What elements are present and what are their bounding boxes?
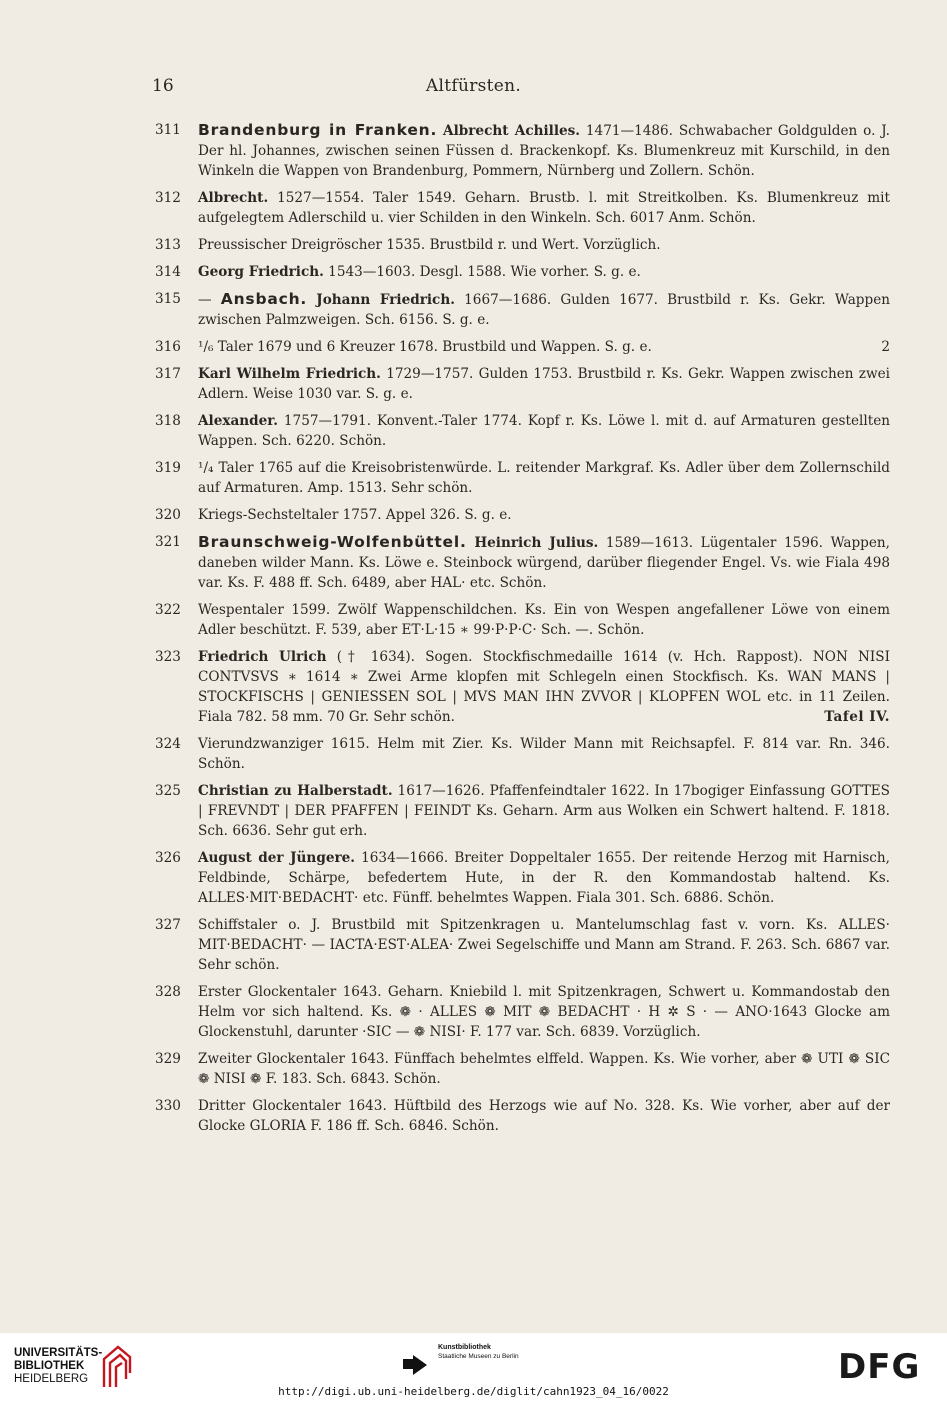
entry-number: 311 <box>155 122 181 138</box>
ruler-name: Christian zu Halberstadt. <box>198 783 393 799</box>
entry-lot-count: 2 <box>881 339 890 355</box>
entry-body <box>198 289 890 330</box>
entry-body <box>198 458 890 498</box>
entry-description: († 1634). Sogen. Stockfischmedaille 1614 (v. Hch. Rappost). NON NISI CONTVSVS ∗ 1614 ∗ Zwei Arme klopfen mit Schlegeln einen Stockfisch. Ks. WAN MANS | STOCKFISCHS | GENIESSEN SOL | MVS MAN IHN ZVVOR | KLOPFEN WOL etc. in 11 Zeilen. Fiala 782. 58 mm. 70 Gr. Sehr schön. <box>198 649 890 725</box>
entry-number: 317 <box>155 366 181 382</box>
catalog-entry <box>155 458 890 498</box>
entry-number: 330 <box>155 1098 181 1114</box>
page-title: Altfürsten. <box>425 76 522 96</box>
entry-number: 328 <box>155 984 181 1000</box>
entry-description: 1757—1791. Konvent.-Taler 1774. Kopf r. Ks. Löwe l. mit d. auf Armaturen gestellten Wappen. Sch. 6220. Schön. <box>198 413 890 449</box>
catalog-entry <box>155 337 890 357</box>
catalog-entry <box>155 188 890 228</box>
entry-body <box>198 647 890 727</box>
entry-number: 314 <box>155 264 181 280</box>
entry-body <box>198 734 890 774</box>
entry-number: 326 <box>155 850 181 866</box>
kunstbibliothek-text <box>438 1343 598 1361</box>
entry-body <box>198 781 890 841</box>
entry-number: 325 <box>155 783 181 799</box>
kunstbibliothek-logo-icon <box>401 1353 429 1377</box>
uni-line-1: UNIVERSITÄTS- <box>14 1347 103 1359</box>
catalog-entry <box>155 289 890 330</box>
catalog-entry <box>155 1049 890 1089</box>
ruler-name: August der Jüngere. <box>198 850 356 866</box>
entry-number: 313 <box>155 237 181 253</box>
entry-number: 318 <box>155 413 181 429</box>
entry-body <box>198 915 890 975</box>
dfg-logo: DFG <box>838 1347 921 1387</box>
entry-body <box>198 532 890 593</box>
ruler-name: Johann Friedrich. <box>316 292 455 308</box>
catalog-entry <box>155 848 890 908</box>
entry-description: 1667—1686. Gulden 1677. Brustbild r. Ks. Gekr. Wappen zwischen Palmzweigen. Sch. 6156. S. g. e. <box>198 292 890 328</box>
entry-description: Zweiter Glockentaler 1643. Fünffach behelmtes elffeld. Wappen. Ks. Wie vorher, aber ❁ UTI ❁ SIC ❁ NISI ❁ F. 183. Sch. 6843. Schön. <box>198 1051 890 1087</box>
ruler-name: Georg Friedrich. <box>198 264 324 280</box>
entry-description: Wespentaler 1599. Zwölf Wappenschildchen. Ks. Ein von Wespen angefallener Löwe von einem Adler beschützt. F. 539, aber ET·L·15 ∗ 99·P·P·C· Sch. —. Schön. <box>198 602 890 638</box>
entry-description: 1543—1603. Desgl. 1588. Wie vorher. S. g. e. <box>323 264 641 280</box>
catalog-entry <box>155 262 890 282</box>
entry-body <box>198 848 890 908</box>
entry-description: 1617—1626. Pfaffenfeindtaler 1622. In 17bogiger Einfassung GOTTES | FREVNDT | DER PFAFFEN | FEINDT Ks. Geharn. Arm aus Wolken ein Schwert haltend. F. 1818. Sch. 6636. Sehr gut erh. <box>198 783 890 839</box>
catalog-entry <box>155 364 890 404</box>
entry-body <box>198 600 890 640</box>
entry-number: 324 <box>155 736 181 752</box>
catalog-entry <box>155 915 890 975</box>
plate-reference: Tafel IV. <box>824 709 890 725</box>
ruler-name: Heinrich Julius. <box>474 535 599 551</box>
entry-body <box>198 982 890 1042</box>
entry-body <box>198 188 890 228</box>
entry-description: Kriegs-Sechsteltaler 1757. Appel 326. S. g. e. <box>198 507 512 523</box>
catalog-entry <box>155 647 890 727</box>
university-library-label <box>14 1347 102 1386</box>
kb-line-1: Kunstbibliothek <box>438 1344 491 1351</box>
entry-description: Preussischer Dreigröscher 1535. Brustbild r. und Wert. Vorzüglich. <box>198 237 661 253</box>
entry-body <box>198 337 890 357</box>
entry-description: Dritter Glockentaler 1643. Hüftbild des Herzogs wie auf No. 328. Ks. Wie vorher, aber auf der Glocke GLORIA F. 186 ff. Sch. 6846. Schön. <box>198 1098 890 1134</box>
entry-description: 1729—1757. Gulden 1753. Brustbild r. Ks. Gekr. Wappen zwischen zwei Adlern. Weise 1030 var. S. g. e. <box>198 366 890 402</box>
page-header <box>0 76 947 100</box>
university-logo-icon <box>98 1343 132 1389</box>
entry-description: 1471—1486. Schwabacher Goldgulden o. J. Der hl. Johannes, zwischen seinen Füssen d. Brackenkopf. Ks. Blumenkreuz mit Kurschild, in den Winkeln die Wappen von Brandenburg, Pommern, Nürnberg und Zollern. Schön. <box>198 123 890 179</box>
source-url-link[interactable]: http://digi.ub.uni-heidelberg.de/diglit/cahn1923_04_16/0022 <box>278 1385 669 1398</box>
catalog-entry <box>155 781 890 841</box>
page-number: 16 <box>152 76 174 96</box>
catalog-entry <box>155 1096 890 1136</box>
entry-number: 327 <box>155 917 181 933</box>
entry-body <box>198 505 890 525</box>
entry-description: 1527—1554. Taler 1549. Geharn. Brustb. l. mit Streitkolben. Ks. Blumenkreuz mit aufgelegtem Adlerschild u. vier Schilden in den Winkeln. Sch. 6017 Anm. Schön. <box>198 190 890 226</box>
entry-body <box>198 120 890 181</box>
uni-line-2: BIBLIOTHEK <box>14 1360 85 1372</box>
section-heading: Ansbach. <box>220 290 308 308</box>
catalog-entry <box>155 505 890 525</box>
entry-number: 320 <box>155 507 181 523</box>
catalog-entry <box>155 532 890 593</box>
footer-bar <box>0 1333 947 1403</box>
catalog-entry <box>155 120 890 181</box>
entry-description: ¹/₄ Taler 1765 auf die Kreisobristenwürde. L. reitender Markgraf. Ks. Adler über dem Zollernschild auf Armaturen. Amp. 1513. Sehr schön. <box>198 460 890 496</box>
entry-description: Vierundzwanziger 1615. Helm mit Zier. Ks. Wilder Mann mit Reichsapfel. F. 814 var. Rn. 346. Schön. <box>198 736 890 772</box>
entry-description: Schiffstaler o. J. Brustbild mit Spitzenkragen u. Mantelumschlag fast v. vorn. Ks. ALLES· MIT·BEDACHT· — IACTA·EST·ALEA· Zwei Segelschiffe und Mann am Strand. F. 263. Sch. 6867 var. Sehr schön. <box>198 917 890 973</box>
entry-body <box>198 262 890 282</box>
entry-body <box>198 1049 890 1089</box>
entry-number: 315 <box>155 291 181 307</box>
entry-number: 312 <box>155 190 181 206</box>
catalog-entry <box>155 982 890 1042</box>
entry-description: ¹/₆ Taler 1679 und 6 Kreuzer 1678. Brustbild und Wappen. S. g. e. <box>198 339 652 355</box>
entry-body <box>198 235 890 255</box>
entry-description: 1589—1613. Lügentaler 1596. Wappen, daneben wilder Mann. Ks. Löwe e. Steinbock würgend, darüber fliegender Engel. Vs. wie Fiala 498 var. Ks. F. 488 ff. Sch. 6489, aber HAL· etc. Schön. <box>198 535 891 591</box>
entry-body <box>198 1096 890 1136</box>
kb-line-2: Staatliche Museen zu Berlin <box>438 1353 519 1360</box>
catalog-entry <box>155 235 890 255</box>
ruler-name: Alexander. <box>198 413 278 429</box>
entry-description: 1634—1666. Breiter Doppeltaler 1655. Der reitende Herzog mit Harnisch, Feldbinde, Schärpe, befedertem Hute, in der R. den Kommandostab haltend. Ks. ALLES·MIT·BEDACHT· etc. Fünff. behelmtes Wappen. Fiala 301. Sch. 6886. Schön. <box>198 850 890 906</box>
entry-number: 322 <box>155 602 181 618</box>
ruler-name: Friedrich Ulrich <box>198 649 327 665</box>
entry-description: Erster Glockentaler 1643. Geharn. Kniebild l. mit Spitzenkragen, Schwert u. Kommandostab den Helm vor sich haltend. Ks. ❁ · ALLES ❁ MIT ❁ BEDACHT · H ✲ S · — ANO·1643 Glocke am Glockenstuhl, darunter ·SIC — ❁ NISI· F. 177 var. Sch. 6839. Vorzüglich. <box>198 984 890 1040</box>
entry-body <box>198 411 890 451</box>
entry-number: 316 <box>155 339 181 355</box>
ruler-name: Albrecht Achilles. <box>443 123 581 139</box>
catalog-entries <box>155 120 890 1143</box>
entry-number: 321 <box>155 534 181 550</box>
catalog-entry <box>155 734 890 774</box>
ruler-name: Karl Wilhelm Friedrich. <box>198 366 381 382</box>
entry-number: 323 <box>155 649 181 665</box>
catalog-entry <box>155 411 890 451</box>
entry-number: 329 <box>155 1051 181 1067</box>
catalog-entry <box>155 600 890 640</box>
uni-line-3: HEIDELBERG <box>14 1373 89 1385</box>
entry-dash: — <box>198 292 221 308</box>
section-heading: Braunschweig-Wolfenbüttel. <box>198 533 467 551</box>
entry-body <box>198 364 890 404</box>
section-heading: Brandenburg in Franken. <box>198 121 438 139</box>
entry-number: 319 <box>155 460 181 476</box>
ruler-name: Albrecht. <box>198 190 269 206</box>
